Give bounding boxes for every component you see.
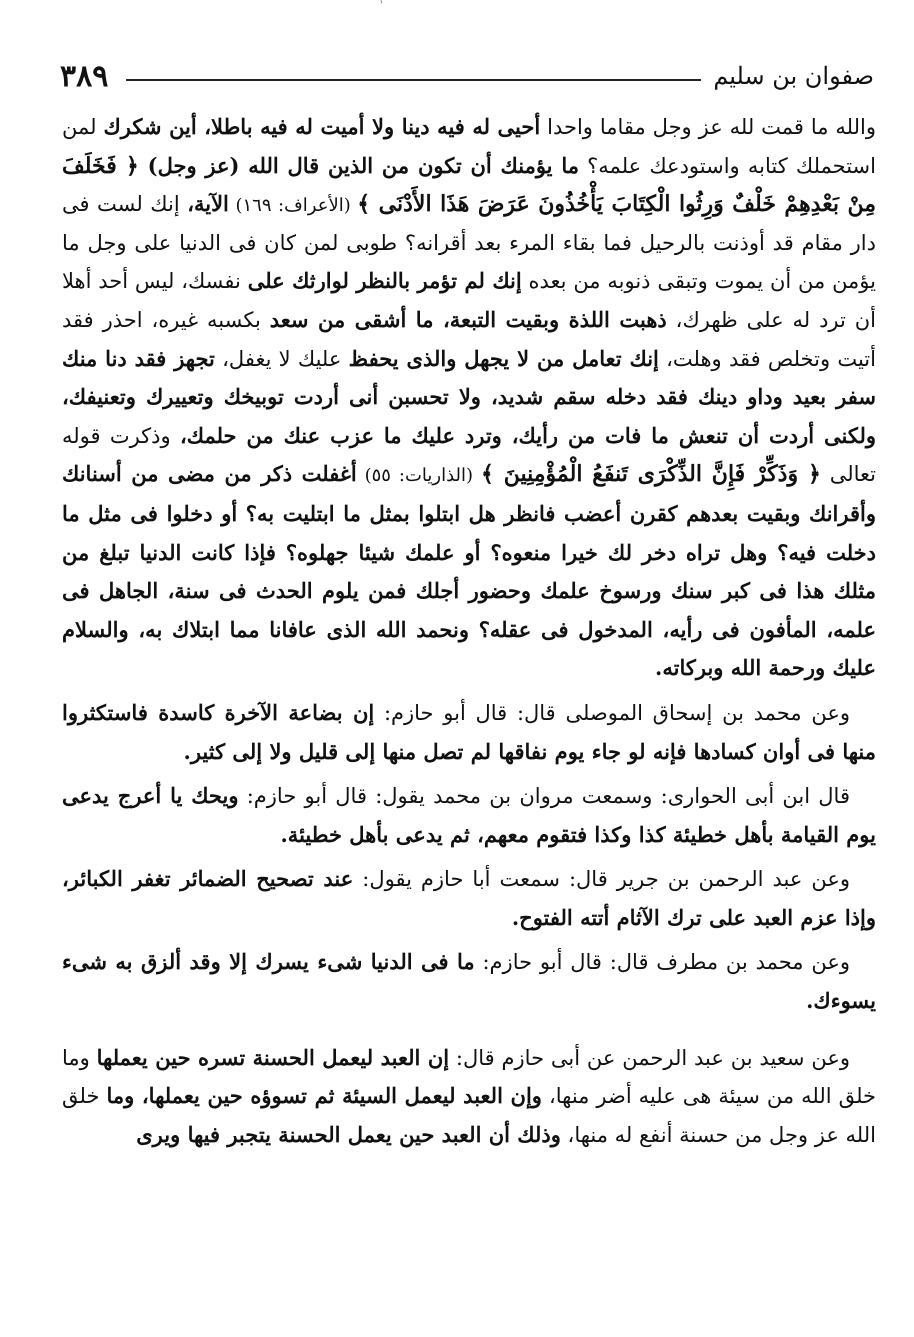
text-segment: بكسبه غيره، احذر فقد أتيت وتخلص فقد وهلت، bbox=[62, 307, 876, 371]
text-segment: وعن عبد الرحمن بن جرير قال: سمعت أبا حازم يقول: bbox=[353, 867, 850, 892]
text-segment: وذلك أن العبد حين يعمل الحسنة يتجبر فيها ويرى bbox=[136, 1121, 561, 1147]
header-rule bbox=[126, 79, 701, 81]
text-segment: وعن سعيد بن عبد الرحمن عن أبى حازم قال: bbox=[449, 1045, 850, 1070]
text-segment: وذكرت قوله تعالى bbox=[62, 423, 876, 487]
verse-reference: (الذاريات: ٥٥) bbox=[356, 465, 481, 487]
text-segment: إنك لم تؤمر بالنظر لوارثك على bbox=[247, 268, 522, 294]
body-text bbox=[62, 108, 876, 1154]
text-segment: وإن العبد ليعمل السيئة ثم تسوؤه حين يعملها، وما bbox=[106, 1083, 542, 1109]
text-segment: أغفلت ذكر من مضى من أسنانك وأقرانك وبقيت بعدهم كقرن أعضب فانظر هل ابتلوا بمثل ما ابتليت به؟ أو دخلوا فى مثل ما دخلت فيه؟ وهل تراه دخر لك خيرا منعوه؟ أو علمك شيئا جهلوه؟ فإذا كانت الدنيا تبلغ من مثلك هذا فى كبر سنك ورسوخ علمك وحضور أجلك فمن يلوم الحدث فى سنة، الجاهل فى علمه، المأفون فى رأيه، المدخول فى عقله؟ ونحمد الله الذى عافانا مما ابتلاك به، والسلام عليك ورحمة الله وبركاته. bbox=[62, 461, 876, 681]
text-segment: إن بضاعة الآخرة كاسدة فاستكثروا منها فى أوان كسادها فإنه لو جاء يوم نفاقها لم تصل منها إلى قليل ولا إلى كثير. bbox=[62, 699, 876, 764]
paragraph bbox=[62, 860, 876, 937]
quran-verse: ﴿ فَخَلَفَ مِنْ بَعْدِهِمْ خَلْفٌ وَرِثُوا الْكِتَابَ يَأْخُذُونَ عَرَضَ هَذَا الأَدْنَى ﴾ bbox=[62, 152, 876, 218]
text-segment: قال ابن أبى الحوارى: وسمعت مروان بن محمد يقول: قال أبو حازم: bbox=[238, 784, 850, 809]
text-segment: ويحك يا أعرج يدعى يوم القيامة بأهل خطيئة كذا وكذا فتقوم معهم، ثم يدعى بأهل خطيئة. bbox=[62, 783, 876, 847]
page-number: ٣٨٩ bbox=[60, 58, 109, 94]
paragraph bbox=[62, 694, 876, 771]
text-segment: وعن محمد بن إسحاق الموصلى قال: قال أبو حازم: bbox=[374, 700, 850, 725]
text-segment: إن العبد ليعمل الحسنة تسره حين يعملها bbox=[96, 1044, 450, 1070]
text-segment: ما يؤمنك أن تكون من الذين قال الله (عز وجل) bbox=[138, 152, 579, 178]
text-segment: إنك تعامل من لا يجهل والذى يحفظ bbox=[348, 345, 659, 371]
text-segment: ما فى الدنيا شىء يسرك إلا وقد ألزق به شىء يسوءك. bbox=[62, 949, 876, 1014]
running-title: صفوان بن سليم bbox=[713, 62, 874, 90]
text-segment: وما خلق الله من سيئة هى عليه أضر منها، bbox=[62, 1045, 877, 1109]
text-segment: لمن استحملك كتابه واستودعك علمه؟ bbox=[62, 115, 876, 178]
text-segment: تجهز فقد دنا منك سفر بعيد وداو دينك فقد دخله سقم شديد، ولا تحسبن أنى أردت توبيخك وتعييرك وتعنيفك، ولكنى أردت أن تنعش ما فات من رأيك، وترد عليك ما عزب عنك من حلمك، bbox=[62, 345, 876, 448]
paragraph bbox=[62, 943, 876, 1020]
text-segment: ذهبت اللذة وبقيت التبعة، ما أشقى من سعد bbox=[269, 306, 667, 332]
scan-speck-icon: ⸯ bbox=[378, 0, 385, 14]
text-segment: إنك لست فى دار مقام قد أوذنت بالرحيل فما بقاء المرء بعد أقرانه؟ طوبى لمن كان فى الدنيا على وجل ما يؤمن من أن يموت وتبقى ذنوبه من بعده bbox=[62, 192, 876, 294]
text-segment: نفسك، ليس أحد أهلا أن ترد له على ظهرك، bbox=[62, 269, 876, 332]
page-header bbox=[60, 54, 874, 98]
verse-reference: (الأعراف: ١٦٩) bbox=[228, 195, 358, 217]
quran-verse: ﴿ وَذَكِّرْ فَإِنَّ الذِّكْرَى تَنفَعُ الْمُؤْمِنِينَ ﴾ bbox=[480, 461, 821, 488]
text-segment: عليك لا يغفل، bbox=[214, 346, 349, 371]
text-segment: خلق الله عز وجل من حسنة أنفع له منها، bbox=[62, 1084, 876, 1147]
text-segment: والله ما قمت لله عز وجل مقاما واحدا bbox=[540, 115, 876, 139]
text-segment: أحيى له فيه دينا ولا أميت له فيه باطلا، أين شكرك bbox=[103, 114, 541, 139]
paragraph bbox=[62, 1039, 876, 1155]
text-segment: عند تصحيح الضمائر تغفر الكبائر، وإذا عزم العبد على ترك الآثام أتته الفتوح. bbox=[62, 866, 876, 930]
paragraph bbox=[62, 777, 876, 854]
text-segment: وعن محمد بن مطرف قال: قال أبو حازم: bbox=[474, 950, 851, 975]
paragraph bbox=[62, 108, 876, 688]
text-segment: الآية، bbox=[187, 191, 229, 217]
